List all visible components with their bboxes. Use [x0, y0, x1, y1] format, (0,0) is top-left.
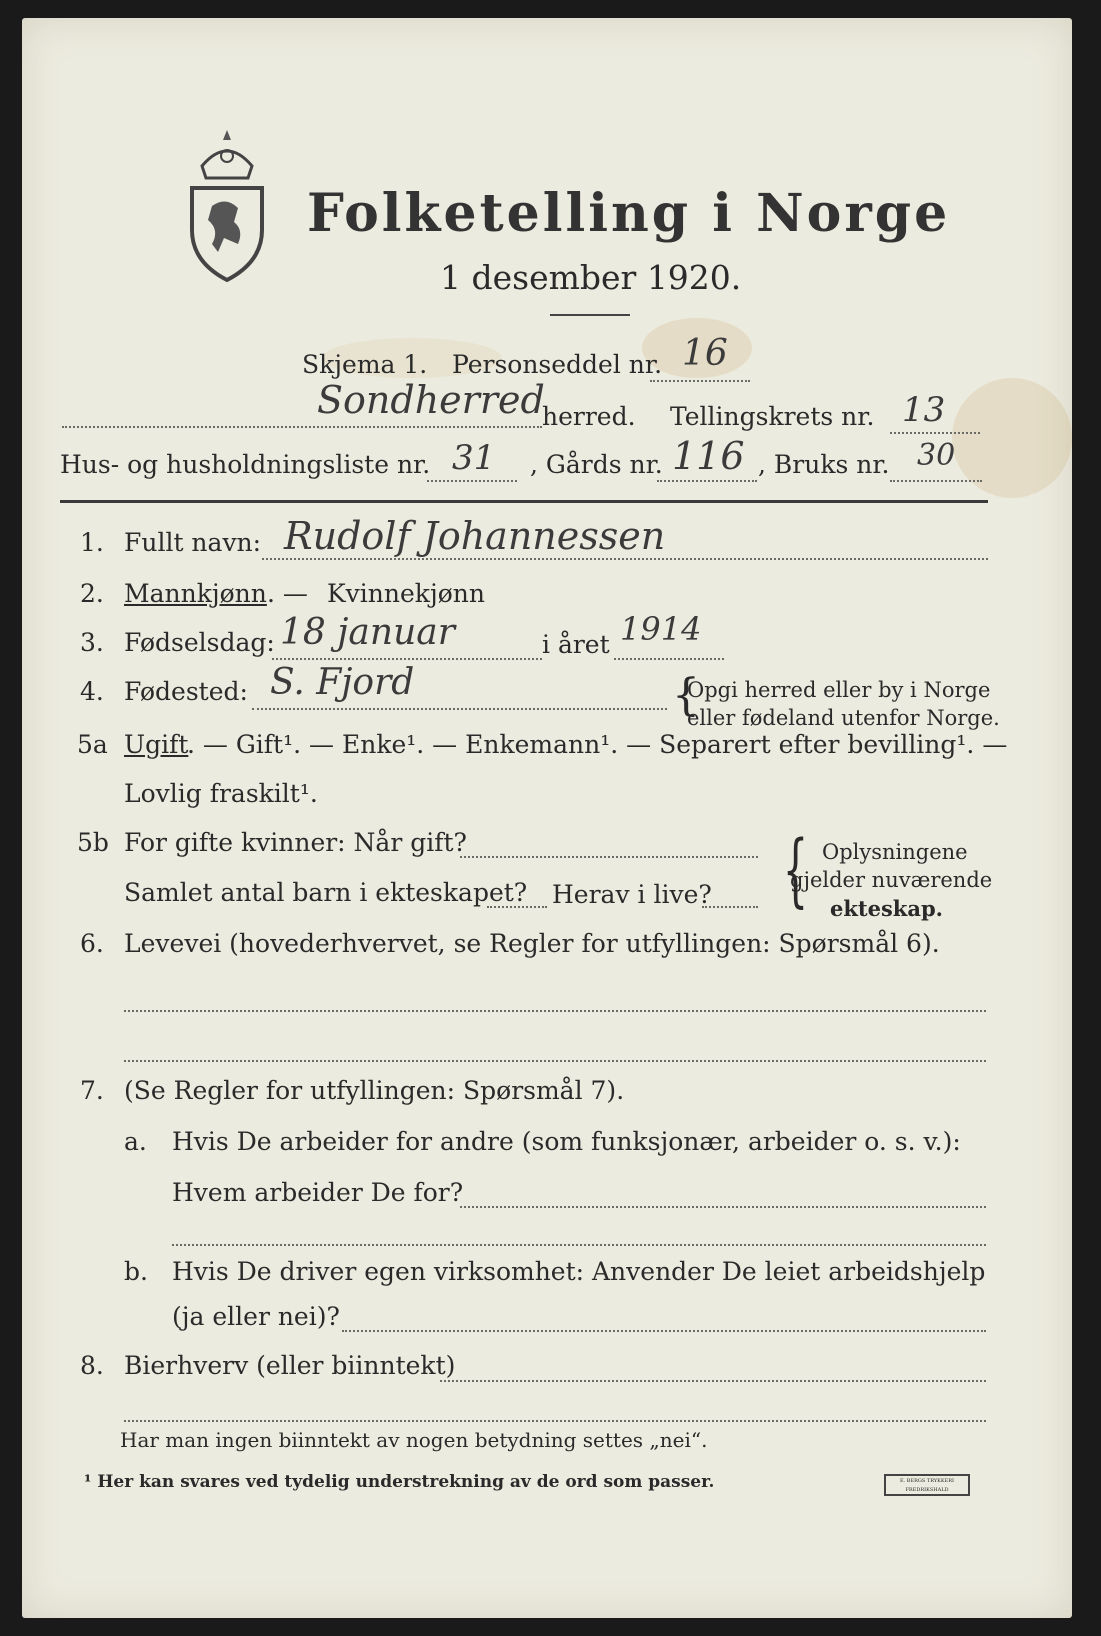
q7a-label2: Hvem arbeider De for? [172, 1178, 464, 1207]
q5a-number: 5a [77, 730, 108, 759]
q4-note-2: eller fødeland utenfor Norge. [687, 706, 1000, 730]
bruks-line [890, 480, 982, 482]
coat-of-arms-icon [184, 126, 270, 282]
personseddel-value[interactable]: 16 [682, 333, 728, 374]
q5a-line2[interactable]: Lovlig fraskilt¹. [124, 779, 318, 808]
hus-line [427, 480, 517, 482]
q3-day-line [272, 658, 542, 660]
header-rule [60, 500, 988, 503]
q4-note-1: Opgi herred eller by i Norge [687, 678, 991, 702]
form-title: Folketelling i Norge [307, 183, 951, 244]
q4-line [252, 708, 667, 710]
q5b-children-line [487, 906, 547, 908]
q3-year-label: i året [542, 630, 610, 659]
q4-value[interactable]: S. Fjord [270, 662, 415, 703]
q2-female[interactable]: Kvinnekjønn [327, 579, 485, 608]
q6-number: 6. [80, 929, 104, 958]
q8-line-2 [124, 1420, 986, 1422]
q7b-number: b. [124, 1257, 148, 1286]
tellingskrets-value[interactable]: 13 [902, 390, 946, 430]
q1-number: 1. [80, 528, 104, 557]
herred-value[interactable]: Sondherred [317, 378, 545, 422]
q4-brace: { [672, 670, 700, 721]
census-form-sheet [22, 18, 1072, 1618]
q5b-children-label: Samlet antal barn i ekteskapet? [124, 878, 528, 907]
skjema-label: Skjema 1. [302, 350, 428, 379]
q5a-options[interactable]: . — Gift¹. — Enke¹. — Enkemann¹. — Separert efter bevilling¹. — [187, 730, 1008, 759]
q2-separator: . — [267, 579, 308, 608]
q7b-line [342, 1330, 986, 1332]
q3-year-value[interactable]: 1914 [620, 610, 702, 648]
q1-value[interactable]: Rudolf Johannessen [284, 514, 666, 558]
q5b-alive-line [702, 906, 758, 908]
q2-number: 2. [80, 579, 104, 608]
q1-line [262, 558, 988, 560]
q5b-brace: { [782, 823, 809, 916]
q5b-alive-label: Herav i live? [552, 880, 712, 909]
q7-label: (Se Regler for utfyllingen: Spørsmål 7). [124, 1076, 625, 1105]
gards-value[interactable]: 116 [672, 434, 745, 478]
gards-line [657, 480, 757, 482]
q7a-line-2 [172, 1244, 986, 1246]
q7a-label: Hvis De arbeider for andre (som funksjonær, arbeider o. s. v.): [172, 1127, 961, 1156]
q5b-note-2: gjelder nuværende [790, 868, 993, 892]
q4-label: Fødested: [124, 677, 248, 706]
title-divider [550, 314, 630, 316]
q5b-label: For gifte kvinner: Når gift? [124, 828, 467, 857]
census-date: 1 desember 1920. [440, 258, 742, 297]
q8-line-1 [440, 1380, 986, 1382]
q2-male[interactable]: Mannkjønn [124, 579, 267, 608]
printer-stamp: E. BERGS TRYKKERI FREDRIKSHALD [884, 1474, 970, 1496]
tellingskrets-label: Tellingskrets nr. [670, 402, 875, 431]
q3-value[interactable]: 18 januar [280, 612, 455, 653]
q5b-note-3: ekteskap. [830, 896, 943, 921]
herred-line [62, 426, 542, 428]
q7-number: 7. [80, 1076, 104, 1105]
personseddel-label: Personseddel nr. [452, 350, 663, 379]
tellingskrets-line [890, 432, 980, 434]
gards-label: , Gårds nr. [530, 450, 663, 479]
q7a-line-1 [460, 1206, 986, 1208]
q3-year-line [614, 658, 724, 660]
q7a-number: a. [124, 1127, 147, 1156]
q6-line-1 [124, 1010, 986, 1012]
personseddel-line [650, 380, 750, 382]
q5a-ugift[interactable]: Ugift [124, 730, 189, 759]
q7b-label: Hvis De driver egen virksomhet: Anvender De leiet arbeidshjelp [172, 1257, 986, 1286]
q7b-label2: (ja eller nei)? [172, 1302, 340, 1331]
hus-label: Hus- og husholdningsliste nr. [60, 450, 431, 479]
q8-label: Bierhverv (eller biinntekt) [124, 1351, 456, 1380]
q3-number: 3. [80, 628, 104, 657]
q6-label: Levevei (hovederhvervet, se Regler for utfyllingen: Spørsmål 6). [124, 929, 940, 958]
bruks-label: , Bruks nr. [758, 450, 890, 479]
q5b-number: 5b [77, 828, 109, 857]
q3-label: Fødselsdag: [124, 628, 275, 657]
q5b-married-line [460, 856, 758, 858]
footnote: ¹ Her kan svares ved tydelig understrekning av de ord som passer. [84, 1472, 715, 1492]
q4-number: 4. [80, 677, 104, 706]
q8-note: Har man ingen biinntekt av nogen betydning settes „nei“. [120, 1428, 708, 1452]
hus-value[interactable]: 31 [452, 438, 496, 478]
herred-label: herred. [542, 402, 636, 431]
q1-label: Fullt navn: [124, 528, 262, 557]
q6-line-2 [124, 1060, 986, 1062]
q5b-note-1: Oplysningene [822, 840, 968, 864]
q8-number: 8. [80, 1351, 104, 1380]
bruks-value[interactable]: 30 [917, 438, 956, 473]
